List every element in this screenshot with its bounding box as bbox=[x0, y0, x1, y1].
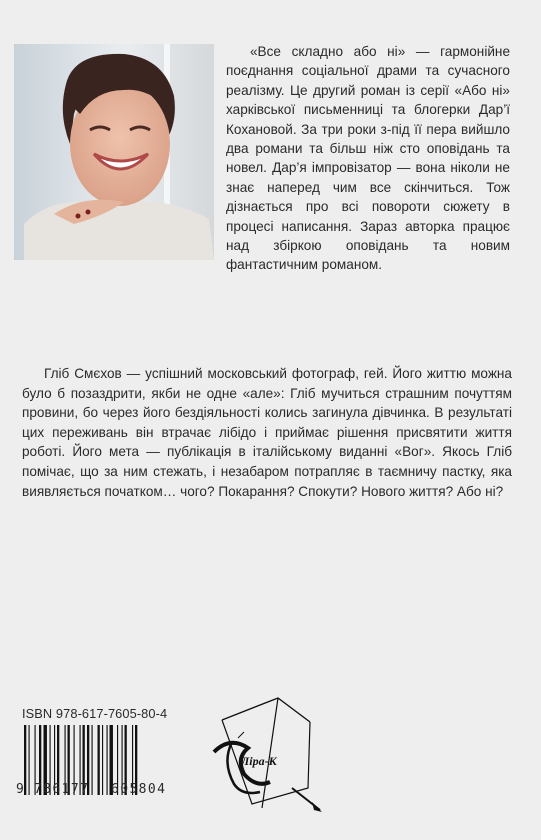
author-photo bbox=[14, 44, 214, 260]
barcode-digits-right: 605804 bbox=[111, 782, 167, 797]
isbn-text: ISBN 978-617-7605-80-4 bbox=[22, 706, 168, 721]
book-blurb: Гліб Смєхов — успішний московський фотограф, гей. Його життю можна було б позаздрити, якби не одне «але»: Гліб мучиться страшним почуттям провини, бо через його бездіяльності колись загинула дівчинка. В результаті цих переживань він втрачає лібідо і приймає рішення присвятити життя роботі. Його мета — публікація в італійському виданні «Вог». Якось Гліб помічає, що за ним стежать, і незабаром потрапляє в таємничу пастку, яка виявляється початком… чого? Покарання? Спокути? Нового життя? Або ні? bbox=[22, 366, 512, 499]
author-bio: «Все складно або ні» — гармонійне поєднання соціальної драми та сучасного реалізму. Це другий роман із серії «Або ні» харківської письменниці та блогерки Дар’ї Кохановой. За три роки з-під її пера вийшло два романи та більш ніж сто оповідань та новел. Дар’я імпровізатор — вона ніколи не знає наперед чим все скінчиться. Тож дізнається про всі повороти сюжету в процесі написання. Зараз авторка працює над збіркою оповідань та новим фантастичним романом. bbox=[226, 44, 510, 273]
author-portrait-image bbox=[14, 44, 214, 260]
isbn-block bbox=[16, 706, 192, 797]
barcode-digit-first: 9 bbox=[16, 782, 25, 797]
publisher-name: Ліра-К bbox=[241, 754, 277, 768]
barcode-digits-left: 786177 bbox=[34, 782, 90, 797]
